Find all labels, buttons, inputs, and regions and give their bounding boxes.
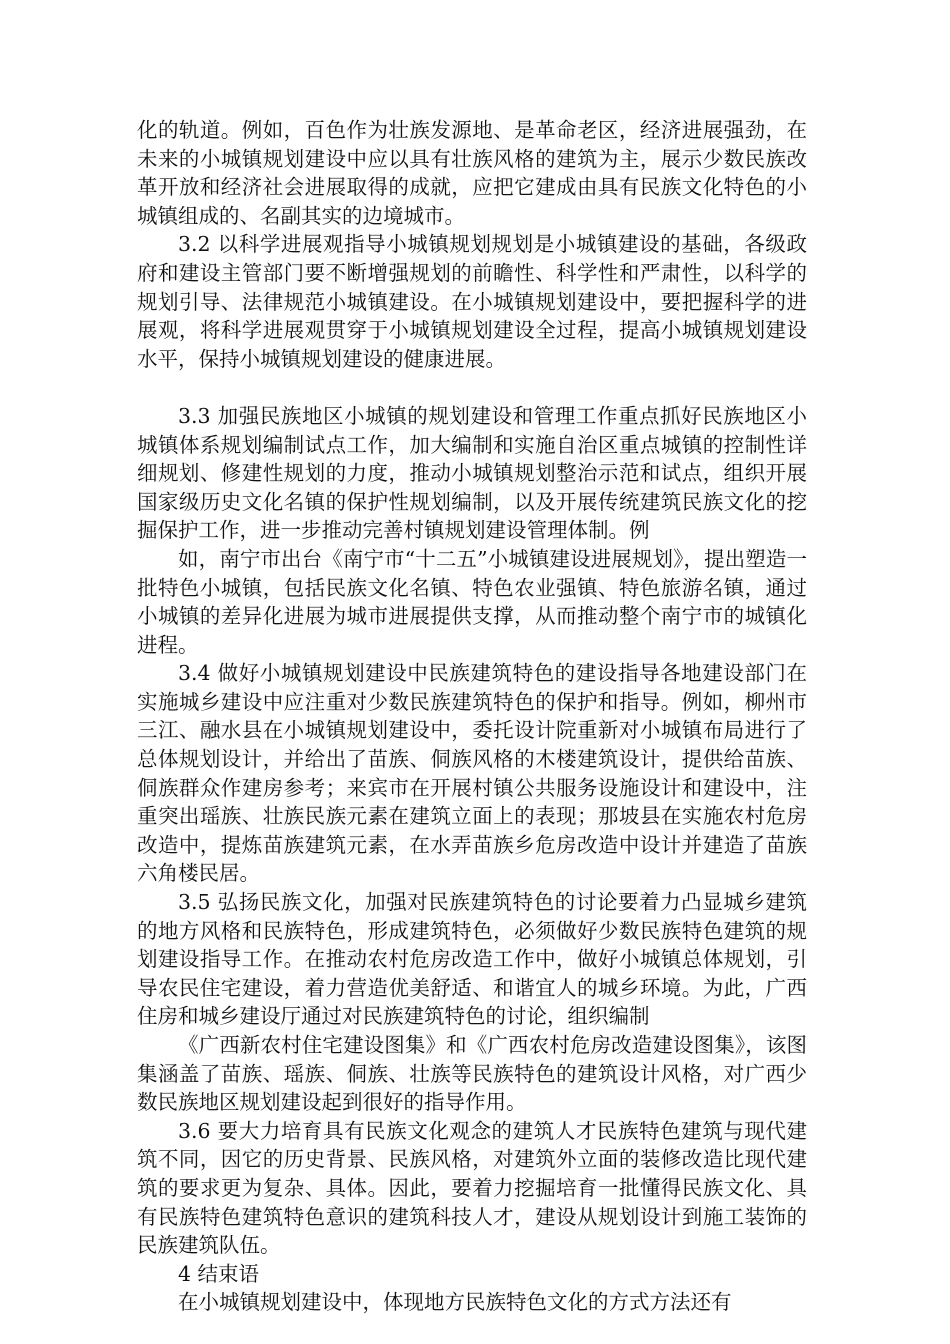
paragraph-section-3-3: 3.3 加强民族地区小城镇的规划建设和管理工作重点抓好民族地区小城镇体系规划编制试点工作，加大编制和实施自治区重点城镇的控制性详细规划、修建性规划的力度，推动小城镇规划整治示范和试点，组织开展国家级历史文化名镇的保护性规划编制，以及开展传统建筑民族文化的挖掘保护工作，进一步推动完善村镇规划建设管理体制。例 — [137, 403, 807, 543]
paragraph-section-3-2: 3.2 以科学进展观指导小城镇规划规划是小城镇建设的基础，各级政府和建设主管部门要不断增强规划的前瞻性、科学性和严肃性，以科学的规划引导、法律规范小城镇建设。在小城镇规划建设中，要把握科学的进展观，将科学进展观贯穿于小城镇规划建设全过程，提高小城镇规划建设水平，保持小城镇规划建设的健康进展。 — [137, 232, 807, 371]
paragraph-conclusion: 在小城镇规划建设中，体现地方民族特色文化的方式方法还有 — [178, 1290, 732, 1315]
document-body — [137, 116, 807, 1317]
paragraph-continuation: 化的轨道。例如，百色作为壮族发源地、是革命老区，经济进展强劲，在未来的小城镇规划建设中应以具有壮族风格的建筑为主，展示少数民族改革开放和经济社会进展取得的成就，应把它建成由具有民族文化特色的小城镇组成的、名副其实的边境城市。 — [137, 118, 807, 228]
paragraph-section-3-5: 3.5 弘扬民族文化，加强对民族建筑特色的讨论要着力凸显城乡建筑的地方风格和民族特色，形成建筑特色，必须做好少数民族特色建筑的规划建设指导工作。在推动农村危房改造工作中，做好小城镇总体规划，引导农民住宅建设，着力营造优美舒适、和谐宜人的城乡环境。为此，广西住房和城乡建设厅通过对民族建筑特色的讨论，组织编制 — [137, 890, 807, 1029]
paragraph-section-3-4: 3.4 做好小城镇规划建设中民族建筑特色的建设指导各地建设部门在实施城乡建设中应注重对少数民族建筑特色的保护和指导。例如，柳州市三江、融水县在小城镇规划建设中，委托设计院重新对小城镇布局进行了总体规划设计，并给出了苗族、侗族风格的木楼建筑设计，提供给苗族、侗族群众作建房参考；来宾市在开展村镇公共服务设施设计和建设中，注重突出瑶族、壮族民族元素在建筑立面上的表现；那坡县在实施农村危房改造中，提炼苗族建筑元素，在水弄苗族乡危房改造中设计并建造了苗族六角楼民居。 — [137, 661, 807, 886]
paragraph-atlas-note: 《广西新农村住宅建设图集》和《广西农村危房改造建设图集》，该图集涵盖了苗族、瑶族、侗族、壮族等民族特色的建筑设计风格，对广西少数民族地区规划建设起到很好的指导作用。 — [137, 1033, 807, 1115]
paragraph-nanning-example: 如，南宁市出台《南宁市“十二五”小城镇建设进展规划》，提出塑造一批特色小城镇，包括民族文化名镇、特色农业强镇、特色旅游名镇，通过小城镇的差异化进展为城市进展提供支撑，从而推动整个南宁市的城镇化进程。 — [137, 546, 807, 657]
section-heading-conclusion: 4 结束语 — [178, 1261, 260, 1286]
paragraph-section-3-6: 3.6 要大力培育具有民族文化观念的建筑人才民族特色建筑与现代建筑不同，因它的历史背景、民族风格，对建筑外立面的装修改造比现代建筑的要求更为复杂、具体。因此，要着力挖掘培育一批懂得民族文化、具有民族特色建筑特色意识的建筑科技人才，建设从规划设计到施工装饰的民族建筑队伍。 — [137, 1118, 807, 1258]
paragraph-gap — [137, 373, 807, 402]
